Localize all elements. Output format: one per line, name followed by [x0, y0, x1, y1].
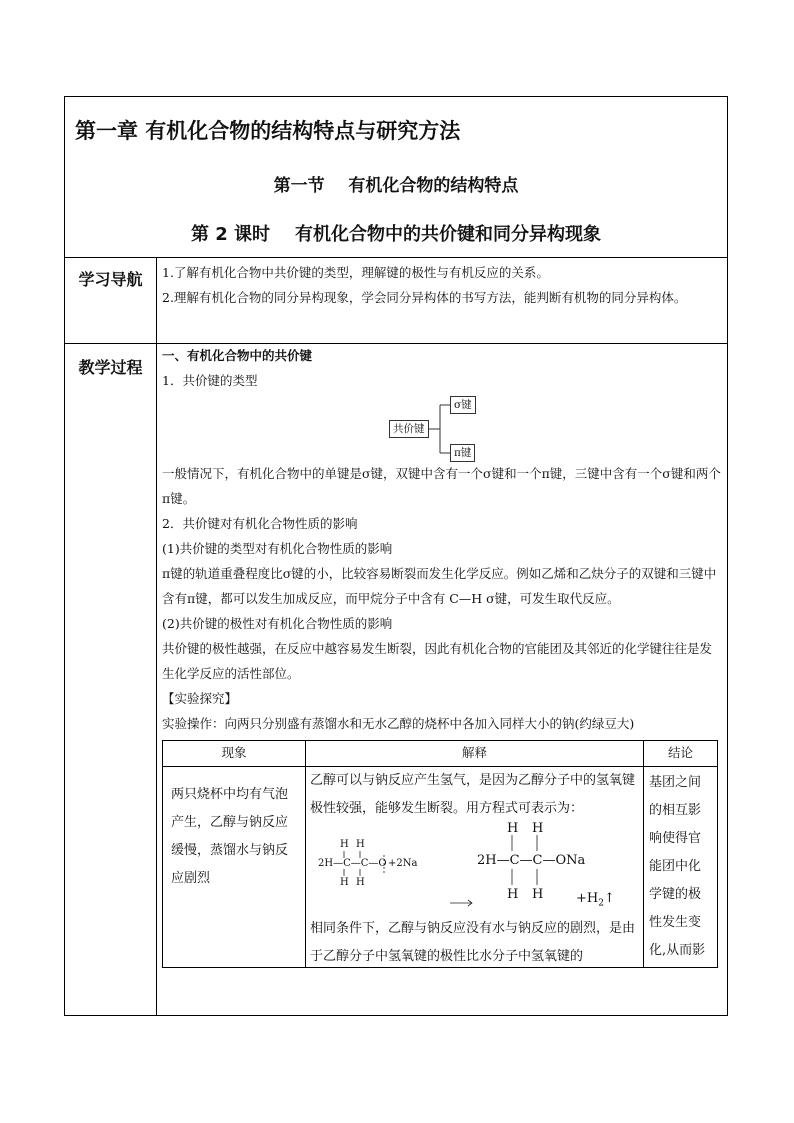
subheading: 1．共价键的类型: [162, 373, 258, 388]
explanation-text-bottom: 相同条件下，乙醇与钠反应没有水与钠反应的剧烈，是由于乙醇分子中氢氧键的极性比水分子中氢氧键的: [310, 921, 636, 964]
reactant-sodium: +2Na: [388, 858, 418, 869]
hydrogen-atom: H: [356, 877, 365, 888]
chapter-title: 第一章 有机化合物的结构特点与研究方法: [75, 119, 461, 143]
hydrogen-gas-subscript: 2: [598, 898, 604, 909]
document-frame: [64, 96, 728, 1016]
process-content: [162, 343, 722, 968]
diagram-root-box: 共价键: [389, 420, 429, 438]
process-label: 教学过程: [78, 358, 143, 377]
hydrogen-atom: H: [340, 839, 349, 850]
subheading: 2．共价键对有机化合物性质的影响: [162, 516, 358, 531]
hydrogen-atom: H: [532, 887, 544, 902]
experiment-table: [162, 740, 718, 968]
hydrogen-atom: H: [507, 887, 519, 902]
diagram-pi-box: π键: [450, 444, 475, 462]
paragraph: 共价键的极性越强，在反应中越容易发生断裂，因此有机化合物的官能团及其邻近的化学键往往是发生化学反应的活性部位。: [162, 641, 713, 681]
product-formula: 2H—C—C—ONa: [477, 853, 586, 868]
guide-content: [162, 260, 722, 310]
explanation-cell: [310, 767, 640, 964]
phenomenon-cell: 两只烧杯中均有气泡产生，乙醇与钠反应缓慢，蒸馏水与钠反应剧烈: [171, 787, 289, 886]
diagram-sigma-box: σ键: [450, 396, 476, 414]
table-header-conclusion: 结论: [644, 741, 717, 767]
title-cell: [65, 97, 727, 258]
column-divider: [156, 257, 157, 343]
hydrogen-atom: H: [507, 821, 519, 836]
reactant-formula: 2H—C—C—O: [318, 858, 387, 869]
subheading: (2)共价键的极性对有机化合物性质的影响: [162, 616, 393, 631]
diagram-lines: [162, 393, 722, 461]
hydrogen-atom: H: [340, 877, 349, 888]
lesson-title: 第 2 课时 有机化合物中的共价键和同分异构现象: [190, 224, 602, 245]
subheading: (1)共价键的类型对有机化合物性质的影响: [162, 541, 393, 556]
experiment-tag: 【实验探究】: [162, 691, 238, 706]
table-column-divider: [643, 741, 644, 967]
paragraph: 一般情况下，有机化合物中的单键是σ键，双键中含有一个σ键和一个π键，三键中含有一个σ键和两个π键。: [162, 466, 721, 506]
guide-item: 1.了解有机化合物中共价键的类型，理解键的极性与有机反应的关系。: [162, 265, 549, 280]
column-divider: [156, 343, 157, 1015]
table-header-phenomenon: 现象: [163, 741, 305, 767]
hydrogen-atom: H: [532, 821, 544, 836]
table-column-divider: [305, 741, 306, 967]
table-header-explanation: 解释: [306, 741, 643, 767]
hydrogen-gas-product: [576, 891, 615, 912]
process-row: [65, 343, 727, 1015]
guide-label: 学习导航: [78, 270, 143, 289]
bond-type-diagram: [162, 393, 722, 461]
section-heading: 一、有机化合物中的共价键: [162, 348, 313, 363]
reaction-equation: [312, 821, 642, 913]
hydrogen-atom: H: [356, 839, 365, 850]
guide-row: [65, 257, 727, 344]
section-title: 第一节 有机化合物的结构特点: [273, 176, 519, 196]
experiment-operation: 实验操作：向两只分别盛有蒸馏水和无水乙醇的烧杯中各加入同样大小的钠(约绿豆大): [162, 716, 635, 731]
hydrogen-gas-symbol: +H: [576, 891, 599, 906]
guide-item: 2.理解有机化合物的同分异构现象，学会同分异构体的书写方法，能判断有机物的同分异构体。: [162, 290, 687, 305]
paragraph: π键的轨道重叠程度比σ键的小，比较容易断裂而发生化学反应。例如乙烯和乙炔分子的双键和三键中含有π键，都可以发生加成反应，而甲烷分子中含有 C—H σ键，可发生取代反应。: [162, 566, 717, 606]
conclusion-cell: 基团之间的相互影响使得官能团中化学键的极性发生变化,从而影: [649, 775, 706, 958]
explanation-text-top: 乙醇可以与钠反应产生氢气，是因为乙醇分子中的氢氧键极性较强，能够发生断裂。用方程式可表示为：: [310, 773, 636, 816]
gas-up-arrow: ↑: [603, 891, 615, 906]
